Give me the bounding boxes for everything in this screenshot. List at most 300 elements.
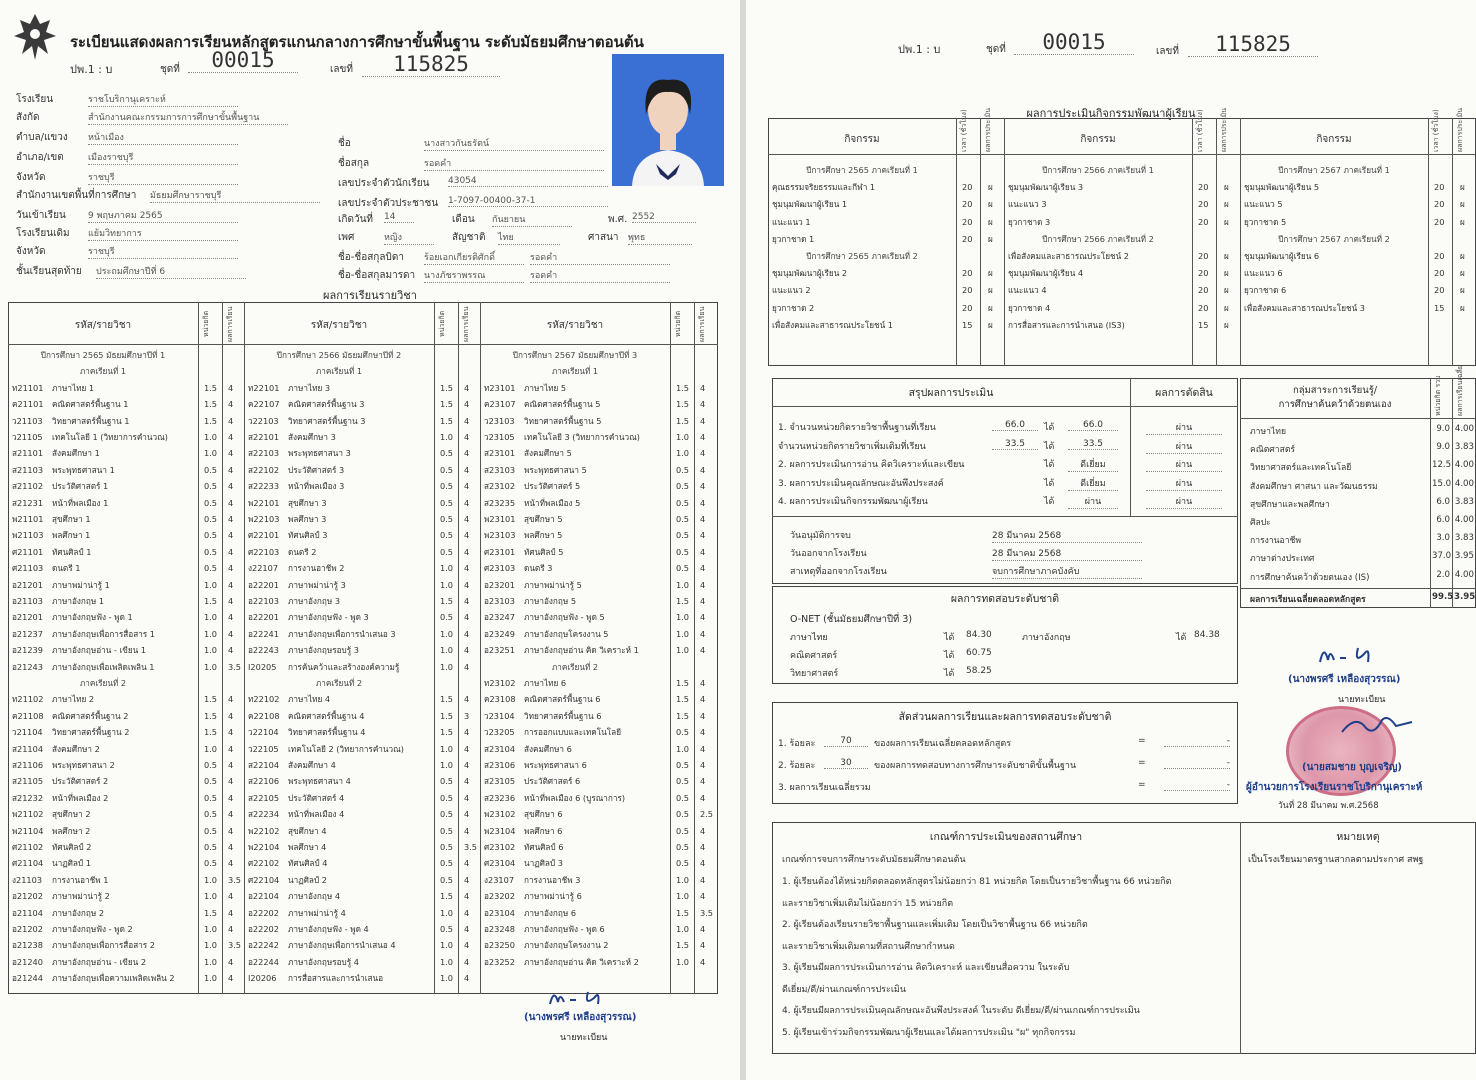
student-portrait-icon <box>612 54 724 186</box>
subject-grade: 4 <box>228 415 234 426</box>
subject-credit: 1.5 <box>676 596 690 606</box>
activity-name: คุณธรรมจริยธรรมและกีฬา 1 <box>772 182 876 193</box>
subject-name: ภาษาอังกฤษฟัง - พูด 5 <box>524 612 605 623</box>
subject-row <box>480 462 716 478</box>
ratio-equals: = <box>1138 758 1146 768</box>
subject-row <box>8 954 244 970</box>
subject-grade: 4 <box>464 940 470 951</box>
subject-credit: 1.0 <box>676 956 690 967</box>
activity-result: ผ <box>1460 285 1465 296</box>
activity-name: แนะแนว 3 <box>1008 199 1047 210</box>
subject-row <box>8 823 244 839</box>
subject-name: ภาษาพม่าน่ารู้ 6 <box>524 891 582 902</box>
subject-row <box>480 478 716 494</box>
subject-credit: 1.5 <box>204 694 218 705</box>
subject-credit: 0.5 <box>676 776 690 787</box>
subject-row <box>8 708 244 724</box>
subject-row <box>8 380 244 396</box>
subject-name: สุขศึกษา 5 <box>524 514 563 524</box>
subject-name: ประวัติศาสตร์ 3 <box>288 464 345 475</box>
activity-row <box>1004 196 1240 212</box>
subject-credit: 0.5 <box>440 612 454 623</box>
subject-code: อ21238 <box>12 940 43 951</box>
subject-row <box>244 413 480 429</box>
group-title: กลุ่มสาระการเรียนรู้/ การศึกษาค้นคว้าด้วยตนเอง <box>1278 385 1392 410</box>
subject-grade: 4 <box>228 563 234 574</box>
info-label: ชั้นเรียนสุดท้าย <box>16 266 82 277</box>
criteria-intro: เกณฑ์การจบการศึกษาระดับมัธยมศึกษาตอนต้น <box>782 855 966 865</box>
summary-judgement: ผ่าน <box>1146 439 1222 454</box>
subject-code: พ21102 <box>12 809 44 820</box>
subject-code: ส22103 <box>248 448 280 459</box>
summary-label: 2. ผลการประเมินการอ่าน คิดวิเคราะห์และเขียน <box>778 460 965 470</box>
subject-credit: 1.5 <box>204 907 218 918</box>
activity-name: ชุมนุมพัฒนาผู้เรียน 5 <box>1244 182 1320 193</box>
number-label-back: เลขที่ <box>1156 46 1179 57</box>
subject-row <box>244 823 480 839</box>
subject-code: อ22202 <box>248 924 279 934</box>
subject-grade: 4 <box>228 907 234 918</box>
subject-name: คณิตศาสตร์พื้นฐาน 1 <box>52 399 129 410</box>
field-label: ชื่อสกุล <box>338 158 370 169</box>
subject-code: อ23201 <box>484 579 515 590</box>
credit-header: หน่วยกิต <box>438 310 446 338</box>
subject-name: พลศึกษา 4 <box>288 842 327 852</box>
activity-row <box>768 196 1004 212</box>
subject-code: อ21239 <box>12 645 43 656</box>
subject-credit: 1.0 <box>204 940 218 951</box>
subject-name: การค้นคว้าและสร้างองค์ความรู้ <box>288 661 400 672</box>
subject-name: สังคมศึกษา 3 <box>288 432 336 442</box>
subject-credit: 1.0 <box>440 956 454 967</box>
subject-grade: 4 <box>464 825 470 836</box>
subject-code: อ23251 <box>484 645 515 656</box>
subject-code: อ23104 <box>484 907 515 918</box>
subject-code: ส22104 <box>248 760 280 770</box>
subject-grade: 4 <box>700 760 706 770</box>
subject-name: สังคมศึกษา 4 <box>288 760 336 770</box>
subject-row <box>244 905 480 921</box>
subject-grade: 3.5 <box>228 661 242 672</box>
ratio-prefix: 3. ผลการเรียนเฉลี่ยรวม <box>778 783 871 793</box>
subject-credit: 1.0 <box>676 743 690 754</box>
group-credit: 15.0 <box>1432 478 1452 489</box>
subject-grade: 4 <box>700 678 706 688</box>
subject-row <box>8 577 244 593</box>
date-label: วันออกจากโรงเรียน <box>790 549 867 559</box>
info-value: มัธยมศึกษาราชบุรี <box>150 188 320 203</box>
subject-grade: 4 <box>228 842 234 852</box>
subject-credit: 0.5 <box>204 497 218 508</box>
grade-header: ผลการเรียน <box>462 306 470 342</box>
subject-credit: 1.5 <box>204 382 218 393</box>
subject-row <box>8 790 244 806</box>
group-credit: 6.0 <box>1436 496 1450 507</box>
subject-row <box>480 511 716 527</box>
info-label: อำเภอ/เขต <box>16 152 64 163</box>
subject-row <box>480 806 716 822</box>
subject-name: ภาษาไทย 6 <box>524 678 567 688</box>
subject-credit: 1.5 <box>204 727 218 738</box>
subject-grade: 4 <box>464 563 470 574</box>
subject-row <box>8 872 244 888</box>
subject-credit: 0.5 <box>440 792 454 803</box>
subject-name: ภาษาอังกฤษฟัง - พูด 2 <box>52 924 133 934</box>
subject-name: วิทยาศาสตร์พื้นฐาน 6 <box>524 710 602 721</box>
subject-code: พ23102 <box>484 809 516 820</box>
summary-label: จำนวนหน่วยกิตรายวิชาเพิ่มเติมที่เรียน <box>778 441 926 452</box>
subject-credit: 1.0 <box>676 891 690 902</box>
subject-grade: 4 <box>464 907 470 918</box>
field-value: หญิง <box>384 230 434 245</box>
subject-grade: 4 <box>700 743 706 754</box>
subject-grade: 4 <box>228 645 234 656</box>
subject-row <box>244 511 480 527</box>
subject-code: ส21105 <box>12 776 44 787</box>
summary-got: ได้ <box>1044 497 1055 507</box>
activity-hours: 20 <box>962 233 973 244</box>
subject-credit: 1.0 <box>440 579 454 590</box>
info-label: โรงเรียน <box>16 94 54 105</box>
subject-code: อ22244 <box>248 956 279 967</box>
group-name: ภาษาไทย <box>1250 427 1287 437</box>
ratio-result: - <box>1164 758 1230 769</box>
activity-name: ยุวกาชาด 1 <box>772 233 815 244</box>
subject-row <box>8 855 244 871</box>
subject-credit: 1.5 <box>676 399 690 410</box>
subject-name: คณิตศาสตร์พื้นฐาน 2 <box>52 710 129 721</box>
subject-row <box>8 593 244 609</box>
onet-subject: วิทยาศาสตร์ <box>790 669 839 679</box>
activity-row <box>768 282 1004 298</box>
field-value: พุทธ <box>628 230 692 245</box>
subject-grade: 4 <box>700 628 706 639</box>
summary-value-b: ดีเยี่ยม <box>1068 457 1118 472</box>
activity-name: แนะแนว 6 <box>1244 268 1283 279</box>
subject-grade: 4 <box>700 694 706 705</box>
activity-hours: 20 <box>1434 182 1445 193</box>
subject-credit: 0.5 <box>440 448 454 459</box>
ratio-equals: = <box>1138 736 1146 746</box>
subject-credit: 0.5 <box>204 760 218 770</box>
activity-row <box>1004 300 1240 316</box>
subject-grade: 4 <box>464 776 470 787</box>
subject-code: ส23104 <box>484 743 516 754</box>
subject-code: ส23106 <box>484 760 516 770</box>
subject-row <box>244 757 480 773</box>
subject-credit: 0.5 <box>204 530 218 541</box>
activity-title: ผลการประเมินกิจกรรมพัฒนาผู้เรียน <box>1026 107 1196 120</box>
subject-row <box>480 495 716 511</box>
registrar-role-back: นายทะเบียน <box>1338 695 1386 705</box>
subject-credit: 1.0 <box>676 448 690 459</box>
subject-row <box>8 495 244 511</box>
overall-gpa-label: ผลการเรียนเฉลี่ยตลอดหลักสูตร <box>1250 595 1366 605</box>
activity-row <box>1004 265 1240 281</box>
subject-row <box>244 659 480 675</box>
info-value: 9 พฤษภาคม 2565 <box>88 208 238 223</box>
director-name: (นายสมชาย บุญเจริญ) <box>1302 762 1402 773</box>
subject-code: พ22101 <box>248 497 280 508</box>
subject-code: ท22101 <box>248 382 280 393</box>
info-label: โรงเรียนเดิม <box>16 228 70 239</box>
subject-code: ศ21103 <box>12 563 44 574</box>
subject-grade: 4 <box>228 858 234 869</box>
subject-grade: 4 <box>464 432 470 442</box>
subject-name: ภาษาไทย 4 <box>288 694 331 705</box>
subject-grade: 4 <box>464 530 470 541</box>
subject-credit: 0.5 <box>440 514 454 524</box>
subject-name: ทัศนศิลป์ 2 <box>52 842 92 852</box>
subject-name: พลศึกษา 6 <box>524 825 563 836</box>
criteria-item: 1. ผู้เรียนต้องได้หน่วยกิตตลอดหลักสูตรไม่น้อยกว่า 81 หน่วยกิต โดยเป็นรายวิชาพื้นฐาน 66 หน่วยกิต <box>782 877 1172 887</box>
subject-code: ง21103 <box>12 874 43 885</box>
activity-hours: 15 <box>1198 319 1209 330</box>
subject-grade: 4 <box>464 956 470 967</box>
subject-credit: 0.5 <box>204 481 218 492</box>
subject-credit: 1.5 <box>440 382 454 393</box>
subject-code: ท22102 <box>248 694 280 705</box>
activity-result: ผ <box>988 199 993 210</box>
activity-hours: 20 <box>1434 199 1445 210</box>
activity-heading: ปีการศึกษา 2566 ภาคเรียนที่ 2 <box>1042 233 1154 244</box>
criteria-item: ดีเยี่ยม/ดี/ผ่านเกณฑ์การประเมิน <box>782 984 907 995</box>
credit-header: หน่วยกิต <box>674 310 682 338</box>
subject-row <box>480 872 716 888</box>
registrar-role: นายทะเบียน <box>560 1033 608 1043</box>
ratio-text: ของผลการทดสอบทางการศึกษาระดับชาติขั้นพื้นฐาน <box>874 761 1077 771</box>
subject-credit: 0.5 <box>440 776 454 787</box>
subject-name: ทัศนศิลป์ 6 <box>524 842 564 852</box>
subject-row <box>8 511 244 527</box>
subject-row <box>244 593 480 609</box>
activity-result: ผ <box>988 285 993 296</box>
subject-credit: 1.0 <box>440 645 454 656</box>
subject-code: ศ21104 <box>12 858 44 869</box>
grade-header: ผลการเรียน <box>698 306 706 342</box>
semester-heading: ภาคเรียนที่ 1 <box>551 366 599 377</box>
summary-got: ได้ <box>1044 441 1055 452</box>
group-name: คณิตศาสตร์ <box>1250 445 1296 456</box>
subject-grade: 4 <box>464 694 470 705</box>
subject-credit: 0.5 <box>440 858 454 869</box>
ratio-prefix: 2. ร้อยละ <box>778 761 816 771</box>
subject-code: อ21243 <box>12 661 43 672</box>
subject-row <box>8 905 244 921</box>
subject-credit: 1.5 <box>440 727 454 738</box>
subject-credit: 0.5 <box>440 874 454 885</box>
subject-grade: 4 <box>228 792 234 803</box>
subject-code: อ21202 <box>12 924 43 934</box>
subject-row <box>480 855 716 871</box>
subject-code: ศ22102 <box>248 858 280 869</box>
subject-name: หน้าที่พลเมือง 1 <box>52 497 109 508</box>
subject-code: ส21101 <box>12 448 44 459</box>
subject-grade: 4 <box>700 792 706 803</box>
subject-code: ว21103 <box>12 415 43 426</box>
semester-heading: ภาคเรียนที่ 2 <box>315 678 363 688</box>
semester-heading: ปีการศึกษา 2567 มัธยมศึกษาปีที่ 3 <box>512 350 638 360</box>
subject-code: ว23104 <box>484 710 515 721</box>
subject-grade: 4 <box>464 579 470 590</box>
subject-name: ภาษาอังกฤษ 6 <box>524 907 577 918</box>
field-label: เกิดวันที่ <box>338 214 374 225</box>
subject-name: ภาษาอังกฤษอ่าน คิด วิเคราะห์ 2 <box>524 956 639 967</box>
subject-name: ภาษาอังกฤษอ่าน - เขียน 1 <box>52 645 147 656</box>
subject-code: ส21231 <box>12 497 44 508</box>
subject-grade: 3 <box>464 710 470 721</box>
activity-hours: 20 <box>1198 199 1209 210</box>
subject-row <box>244 888 480 904</box>
subject-grade: 4 <box>228 464 234 475</box>
subject-name: ภาษาอังกฤษเพื่อเพลิดเพลิน 1 <box>52 661 155 672</box>
subject-credit: 1.5 <box>676 678 690 688</box>
subject-row <box>480 757 716 773</box>
subject-grade: 4 <box>700 825 706 836</box>
subject-grade: 4 <box>700 530 706 541</box>
subject-name: หน้าที่พลเมือง 3 <box>288 481 345 492</box>
activity-name: ยุวกาชาด 4 <box>1008 302 1051 313</box>
subject-credit: 0.5 <box>440 842 454 852</box>
subject-code: อ21103 <box>12 596 43 606</box>
subject-code: ส23103 <box>484 464 516 475</box>
group-credit: 12.5 <box>1432 460 1452 471</box>
onet-subject: คณิตศาสตร์ <box>790 651 838 661</box>
subject-code: อ21104 <box>12 907 43 918</box>
activity-heading: ปีการศึกษา 2567 ภาคเรียนที่ 2 <box>1278 233 1390 244</box>
subject-grade: 4 <box>228 743 234 754</box>
subject-row <box>8 527 244 543</box>
subject-name: ประวัติศาสตร์ 6 <box>524 776 581 787</box>
subject-name: ภาษาอังกฤษรอบรู้ 3 <box>288 645 359 656</box>
subject-row <box>244 609 480 625</box>
subject-name: ภาษาอังกฤษฟัง - พูด 4 <box>288 924 369 934</box>
subject-name: วิทยาศาสตร์พื้นฐาน 2 <box>52 727 130 738</box>
subject-code: ง23107 <box>484 874 515 885</box>
subject-credit: 1.0 <box>204 612 218 623</box>
subject-credit: 1.0 <box>676 924 690 934</box>
activity-time-header: เวลา (ชั่วโมง) <box>1196 109 1204 152</box>
subject-grade: 4 <box>700 432 706 442</box>
subject-name: พระพุทธศาสนา 2 <box>52 760 115 770</box>
subject-grade: 4 <box>700 497 706 508</box>
subject-code: ว22104 <box>248 727 279 738</box>
activity-result: ผ <box>988 319 993 330</box>
info-label: จังหวัด <box>16 246 46 257</box>
activity-row <box>768 214 1004 230</box>
subject-name: สุขศึกษา 4 <box>288 825 327 836</box>
info-value: แย้มวิทยาการ <box>88 226 238 241</box>
subject-grade: 4 <box>464 874 470 885</box>
subject-name: ภาษาอังกฤษ 5 <box>524 596 577 606</box>
transcript-title: ระเบียนแสดงผลการเรียนหลักสูตรแกนกลางการศึกษาขั้นพื้นฐาน ระดับมัธยมศึกษาตอนต้น <box>70 33 644 51</box>
number-label: เลขที่ <box>330 64 353 75</box>
activity-result-header: ผลการประเมิน <box>984 107 992 152</box>
subject-name: ดนตรี 3 <box>524 563 553 574</box>
subject-grade: 4 <box>464 809 470 820</box>
summary-value-b: ดีเยี่ยม <box>1068 476 1118 491</box>
group-name: สุขศึกษาและพลศึกษา <box>1250 499 1330 510</box>
info-label: สังกัด <box>16 112 40 123</box>
subject-row <box>244 527 480 543</box>
summary-value-a: 33.5 <box>992 439 1038 450</box>
info-label: สำนักงานเขตพื้นที่การศึกษา <box>16 190 137 201</box>
subject-row <box>244 970 480 986</box>
subject-row <box>244 741 480 757</box>
subject-credit: 0.5 <box>440 464 454 475</box>
activity-row <box>1004 282 1240 298</box>
field-label: เดือน <box>452 214 475 225</box>
field-label: เพศ <box>338 232 355 243</box>
subject-credit: 1.0 <box>440 563 454 574</box>
judgement-title: ผลการตัดสิน <box>1155 387 1213 399</box>
activity-result: ผ <box>1224 199 1229 210</box>
subject-row <box>244 708 480 724</box>
group-grade: 4.00 <box>1454 424 1474 434</box>
subject-credit: 1.0 <box>440 760 454 770</box>
subject-name: ภาษาไทย 2 <box>52 694 95 705</box>
semester-heading: ภาคเรียนที่ 2 <box>551 661 599 672</box>
subject-name: เทคโนโลยี 2 (วิทยาการคำนวณ) <box>288 743 404 754</box>
subject-name: สุขศึกษา 6 <box>524 809 563 820</box>
subject-code: อ23248 <box>484 924 515 934</box>
subject-grade: 4 <box>700 464 706 475</box>
subject-grade: 3.5 <box>228 940 242 951</box>
activity-heading: ปีการศึกษา 2565 ภาคเรียนที่ 1 <box>806 165 918 175</box>
field-value: 1-7097-00400-37-1 <box>448 196 608 207</box>
subject-grade: 4 <box>228 399 234 410</box>
subject-name: เทคโนโลยี 3 (วิทยาการคำนวณ) <box>524 432 640 442</box>
subject-grade: 4 <box>700 842 706 852</box>
subject-row <box>480 429 716 445</box>
subject-name: ภาษาอังกฤษเพื่อความเพลิดเพลิน 2 <box>52 973 175 984</box>
subject-credit: 1.5 <box>440 710 454 721</box>
subject-row <box>480 741 716 757</box>
subject-name: ภาษาอังกฤษ 2 <box>52 907 105 918</box>
subject-code: ง22107 <box>248 563 279 574</box>
subject-credit: 0.5 <box>204 792 218 803</box>
subject-row <box>244 380 480 396</box>
subject-name: ดนตรี 2 <box>288 546 317 557</box>
activity-name: เพื่อสังคมและสาธารณประโยชน์ 2 <box>1008 251 1130 261</box>
subject-grade: 4 <box>228 546 234 557</box>
father-surname: รอดคำ <box>530 250 670 265</box>
group-name: สังคมศึกษา ศาสนา และวัฒนธรรม <box>1250 481 1378 492</box>
subject-name: พระพุทธศาสนา 3 <box>288 448 351 459</box>
semester-heading: ภาคเรียนที่ 1 <box>315 366 363 377</box>
activity-time-header: เวลา (ชั่วโมง) <box>1432 109 1440 152</box>
subject-header: รหัส/รายวิชา <box>310 320 368 331</box>
onet-score: 60.75 <box>966 648 992 658</box>
subject-code: ส22102 <box>248 464 280 475</box>
subject-grade: 4 <box>228 514 234 524</box>
subject-name: วิทยาศาสตร์พื้นฐาน 5 <box>524 415 602 426</box>
semester-heading: ปีการศึกษา 2565 มัธยมศึกษาปีที่ 1 <box>40 350 166 360</box>
subject-row <box>480 708 716 724</box>
subject-grade: 4 <box>464 596 470 606</box>
subject-row <box>244 396 480 412</box>
subject-name: ทัศนศิลป์ 3 <box>288 530 328 541</box>
activity-result: ผ <box>1460 302 1465 313</box>
ratio-percent: 30 <box>824 758 868 769</box>
subject-grade: 4 <box>228 612 234 623</box>
form-code-back: ปพ.1 : บ <box>898 43 941 56</box>
garuda-emblem-icon <box>10 10 60 66</box>
group-name: การงานอาชีพ <box>1250 536 1302 547</box>
subject-grade: 4 <box>228 481 234 492</box>
onet-subject: ภาษาอังกฤษ <box>1022 633 1071 643</box>
registrar-signature <box>540 984 640 1012</box>
